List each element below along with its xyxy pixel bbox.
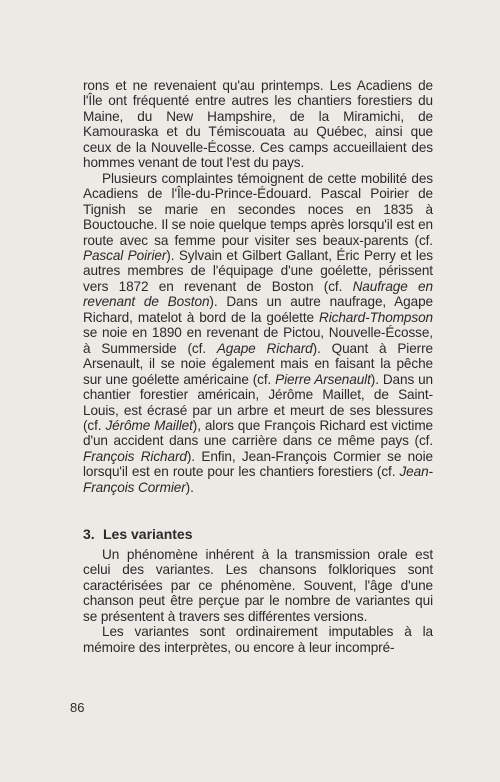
page-number: 86 — [70, 700, 85, 715]
section-heading — [83, 526, 193, 543]
paragraph-variantes-memoire: Les variantes sont ordinairement imputables à la mémoire des interprètes, ou encore à leur incompré- — [83, 624, 433, 655]
title-reference: Agape Richard — [216, 340, 313, 356]
title-reference: Pierre Arsenault — [275, 371, 371, 387]
paragraph-continuation: rons et ne revenaient qu'au printemps. Les Acadiens de l'Île ont fréquenté entre autres les chantiers forestiers du Maine, du New Hampshire, de la Miramichi, de Kamouraska et du Témiscouata au Québec, ainsi que ceux de la Nouvelle-Écosse. Ces camps accueillaient des hommes venant de tout l'est du pays. — [83, 78, 433, 171]
text-run: ). Dans un autre naufrage, Agape Richard, matelot à bord de la goélette — [83, 294, 433, 325]
title-reference: Naufrage en revenant de Boston — [83, 278, 433, 310]
text-run: ). Dans un chantier forestier américain, Jérôme Maillet, de Saint-Louis, est écrasé par un arbre et meurt de ses blessures (cf. — [83, 371, 433, 433]
section-title: Les variantes — [103, 526, 193, 542]
text-run: Plusieurs complaintes témoignent de cette mobilité des Acadiens de l'Île-du-Prince-Édouard. Pascal Poirier de Tignish se marie en secondes noces en 1835 à Bouctouche. Il se noie quelque temps après lorsqu'il est en route avec sa femme pour visiter ses beaux-parents (cf. — [83, 170, 433, 248]
text-run: se noie en 1890 en revenant de Pictou, Nouvelle-Écosse, à Summerside (cf. — [83, 325, 433, 356]
title-reference: Jean-François Cormier — [83, 464, 433, 495]
paragraph-variantes-intro: Un phénomène inhérent à la transmission orale est celui des variantes. Les chansons folkloriques sont caractérisées par ce phénomène. Souvent, l'âge d'une chanson peut être perçue par le nombre de variantes qui se présentent à travers ses différentes versions. — [83, 547, 433, 624]
section-number: 3. — [83, 526, 95, 542]
title-reference: Jérôme Maillet — [105, 417, 193, 433]
title-reference: Richard-Thompson — [319, 309, 433, 325]
text-run: ). Quant à Pierre Arsenault, il se noie également mais en faisant la pêche sur une goélette américaine (cf. — [83, 340, 433, 387]
title-reference: Pascal Poirier — [83, 247, 167, 263]
text-run: ). Enfin, Jean-François Cormier se noie lorsqu'il est en route pour les chantiers forestiers (cf. — [83, 448, 433, 480]
text-run: ). Sylvain et Gilbert Gallant, Éric Perry et les autres membres de l'équipage d'une goélette, périssent vers 1872 en revenant de Boston (cf. — [83, 247, 433, 294]
body-text-bottom — [83, 547, 433, 655]
text-run: ), alors que François Richard est victime d'un accident dans une carrière dans ce même pays (cf. — [83, 417, 433, 449]
paragraph-complaintes — [83, 171, 433, 496]
text-run: ). — [185, 479, 194, 495]
body-text-top — [83, 78, 433, 495]
title-reference: François Richard — [83, 448, 187, 464]
